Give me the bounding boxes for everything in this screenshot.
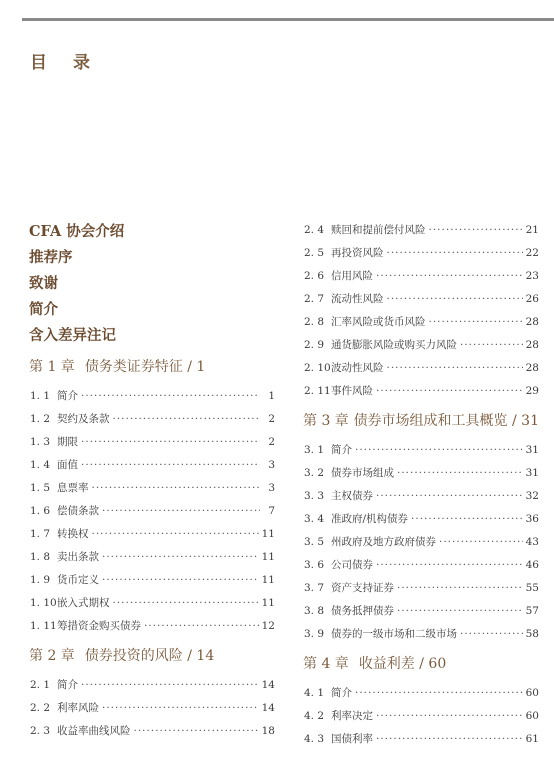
toc-entry[interactable] bbox=[29, 385, 275, 408]
toc-entry[interactable] bbox=[303, 682, 539, 705]
dot-leader bbox=[81, 454, 260, 477]
dot-leader bbox=[460, 334, 523, 357]
dot-leader bbox=[113, 592, 259, 615]
entry-number: 3. 5 bbox=[304, 536, 325, 548]
dot-leader bbox=[387, 288, 523, 311]
chapter-number: 第 2 章 bbox=[29, 648, 75, 664]
entry-page: 58 bbox=[525, 628, 539, 640]
entry-title: 简介 bbox=[331, 687, 352, 699]
entry-number: 3. 4 bbox=[304, 513, 325, 525]
entry-number: 1. 3 bbox=[30, 436, 51, 448]
dot-leader bbox=[102, 569, 259, 592]
entry-title: 债务抵押债券 bbox=[331, 605, 394, 617]
front-matter-item[interactable]: 简介 bbox=[29, 301, 58, 318]
entry-page: 60 bbox=[525, 687, 539, 699]
entry-number: 2. 7 bbox=[304, 293, 325, 305]
dot-leader bbox=[81, 431, 260, 454]
dot-leader bbox=[102, 697, 259, 720]
toc-entry[interactable] bbox=[303, 577, 539, 600]
entry-number: 1. 5 bbox=[30, 482, 51, 494]
toc-entry[interactable] bbox=[29, 454, 275, 477]
entry-number: 2. 10 bbox=[304, 362, 331, 374]
toc-entry[interactable] bbox=[303, 485, 539, 508]
entry-number: 2. 4 bbox=[304, 224, 325, 236]
entry-number: 1. 4 bbox=[30, 459, 51, 471]
entry-title: 卖出条款 bbox=[57, 551, 99, 563]
entry-title: 筹措资金购买债券 bbox=[57, 620, 141, 632]
entry-page: 46 bbox=[525, 559, 539, 571]
toc-entry[interactable] bbox=[303, 600, 539, 623]
entry-title: 债券市场组成 bbox=[331, 467, 394, 479]
entry-page: 31 bbox=[525, 467, 539, 479]
entry-title: 简介 bbox=[57, 679, 78, 691]
entry-number: 4. 1 bbox=[304, 687, 325, 699]
dot-leader bbox=[376, 485, 523, 508]
entry-title: 利率决定 bbox=[331, 710, 373, 722]
dot-leader bbox=[134, 720, 259, 743]
toc-entry[interactable] bbox=[29, 408, 275, 431]
entry-page: 23 bbox=[525, 270, 539, 282]
dot-leader bbox=[81, 385, 260, 408]
toc-entry[interactable] bbox=[303, 705, 539, 728]
entry-number: 3. 2 bbox=[304, 467, 325, 479]
entry-number: 2. 1 bbox=[30, 679, 51, 691]
toc-entry[interactable] bbox=[303, 380, 539, 403]
entry-page: 14 bbox=[261, 679, 275, 691]
toc-entry[interactable] bbox=[303, 242, 539, 265]
entry-title: 偿债条款 bbox=[57, 505, 99, 517]
dot-leader bbox=[144, 615, 259, 638]
entry-page: 2 bbox=[268, 413, 275, 425]
entry-number: 2. 11 bbox=[304, 385, 331, 397]
entry-number: 3. 7 bbox=[304, 582, 325, 594]
entry-title: 契约及条款 bbox=[57, 413, 110, 425]
dot-leader bbox=[355, 439, 523, 462]
entry-page: 26 bbox=[525, 293, 539, 305]
entry-title: 面值 bbox=[57, 459, 78, 471]
entry-title: 债券的一级市场和二级市场 bbox=[331, 628, 457, 640]
entry-page: 14 bbox=[261, 702, 275, 714]
entry-number: 1. 2 bbox=[30, 413, 51, 425]
dot-leader bbox=[113, 408, 261, 431]
entry-title: 简介 bbox=[331, 444, 352, 456]
dot-leader bbox=[92, 477, 261, 500]
entry-page: 60 bbox=[525, 710, 539, 722]
entry-page: 43 bbox=[525, 536, 539, 548]
entry-number: 1. 11 bbox=[30, 620, 57, 632]
entry-title: 货币定义 bbox=[57, 574, 99, 586]
chapter-heading[interactable] bbox=[303, 403, 539, 439]
chapter-number: 第 4 章 bbox=[303, 656, 349, 672]
toc-entry[interactable] bbox=[29, 674, 275, 697]
toc-left-column bbox=[29, 219, 275, 743]
entry-number: 1. 1 bbox=[30, 390, 51, 402]
toc-entry[interactable] bbox=[303, 265, 539, 288]
entry-title: 事件风险 bbox=[331, 385, 373, 397]
entry-number: 2. 8 bbox=[304, 316, 325, 328]
front-matter-item[interactable]: 含入差异注记 bbox=[29, 327, 116, 344]
page-title: 目录 bbox=[30, 53, 116, 73]
entry-title: 嵌入式期权 bbox=[57, 597, 110, 609]
front-matter-list bbox=[29, 219, 275, 349]
dot-leader bbox=[376, 265, 523, 288]
dot-leader bbox=[397, 577, 523, 600]
entry-number: 4. 3 bbox=[304, 733, 325, 745]
entry-page: 29 bbox=[525, 385, 539, 397]
chapter-title: 收益利差 / 60 bbox=[358, 656, 447, 672]
entry-title: 利率风险 bbox=[57, 702, 99, 714]
entry-number: 3. 9 bbox=[304, 628, 325, 640]
entry-title: 通货膨胀风险或购买力风险 bbox=[331, 339, 457, 351]
entry-title: 流动性风险 bbox=[331, 293, 384, 305]
chapter-heading[interactable] bbox=[303, 646, 539, 682]
dot-leader bbox=[376, 554, 523, 577]
dot-leader bbox=[102, 500, 260, 523]
toc-entry[interactable] bbox=[29, 720, 275, 743]
entry-number: 1. 7 bbox=[30, 528, 51, 540]
dot-leader bbox=[81, 674, 259, 697]
toc-entry[interactable] bbox=[29, 546, 275, 569]
toc-entry[interactable] bbox=[303, 462, 539, 485]
toc-entry[interactable] bbox=[303, 334, 539, 357]
dot-leader bbox=[429, 219, 523, 242]
toc-entry[interactable] bbox=[303, 508, 539, 531]
dot-leader bbox=[387, 242, 523, 265]
entry-number: 3. 1 bbox=[304, 444, 325, 456]
entry-title: 主权债券 bbox=[331, 490, 373, 502]
toc-entry[interactable] bbox=[29, 615, 275, 638]
entry-title: 期限 bbox=[57, 436, 78, 448]
chapter-heading[interactable] bbox=[29, 349, 275, 385]
dot-leader bbox=[355, 682, 523, 705]
dot-leader bbox=[376, 705, 523, 728]
chapter-number: 第 3 章 bbox=[303, 413, 349, 429]
entry-page: 55 bbox=[525, 582, 539, 594]
chapter-number: 第 1 章 bbox=[29, 359, 75, 375]
toc-entry[interactable] bbox=[303, 531, 539, 554]
toc-entry[interactable] bbox=[29, 500, 275, 523]
dot-leader bbox=[92, 523, 259, 546]
dot-leader bbox=[397, 600, 523, 623]
entry-number: 2. 2 bbox=[30, 702, 51, 714]
entry-title: 汇率风险或货币风险 bbox=[331, 316, 426, 328]
entry-page: 1 bbox=[268, 390, 275, 402]
entry-number: 2. 3 bbox=[30, 725, 51, 737]
entry-page: 12 bbox=[261, 620, 275, 632]
entry-page: 28 bbox=[525, 362, 539, 374]
toc-entry[interactable] bbox=[29, 592, 275, 615]
toc-entry[interactable] bbox=[303, 311, 539, 334]
entry-number: 3. 3 bbox=[304, 490, 325, 502]
dot-leader bbox=[376, 728, 523, 751]
entry-number: 4. 2 bbox=[304, 710, 325, 722]
entry-page: 7 bbox=[268, 505, 275, 517]
entry-title: 转换权 bbox=[57, 528, 89, 540]
entry-page: 3 bbox=[268, 459, 275, 471]
entry-page: 11 bbox=[261, 551, 275, 563]
toc-entry[interactable] bbox=[303, 439, 539, 462]
entry-page: 11 bbox=[261, 574, 275, 586]
entry-title: 再投资风险 bbox=[331, 247, 384, 259]
entry-title: 准政府/机构债券 bbox=[331, 513, 409, 525]
front-matter-item[interactable]: CFA 协会介绍 bbox=[29, 223, 125, 240]
entry-page: 61 bbox=[525, 733, 539, 745]
entry-title: 州政府及地方政府债券 bbox=[331, 536, 436, 548]
dot-leader bbox=[429, 311, 523, 334]
entry-number: 1. 6 bbox=[30, 505, 51, 517]
chapter-heading[interactable] bbox=[29, 638, 275, 674]
dot-leader bbox=[460, 623, 523, 646]
entry-page: 28 bbox=[525, 339, 539, 351]
entry-page: 31 bbox=[525, 444, 539, 456]
entry-title: 资产支持证券 bbox=[331, 582, 394, 594]
dot-leader bbox=[102, 546, 259, 569]
entry-page: 2 bbox=[268, 436, 275, 448]
dot-leader bbox=[387, 357, 523, 380]
toc-entry[interactable] bbox=[29, 697, 275, 720]
entry-number: 1. 8 bbox=[30, 551, 51, 563]
continued-entries bbox=[303, 219, 539, 403]
entry-title: 波动性风险 bbox=[331, 362, 384, 374]
left-chapters bbox=[29, 349, 275, 743]
chapter-title: 债券投资的风险 / 14 bbox=[84, 648, 215, 664]
entry-page: 3 bbox=[268, 482, 275, 494]
entry-page: 57 bbox=[525, 605, 539, 617]
entry-page: 11 bbox=[261, 528, 275, 540]
dot-leader bbox=[376, 380, 523, 403]
entry-number: 2. 6 bbox=[304, 270, 325, 282]
entry-page: 32 bbox=[525, 490, 539, 502]
entry-title: 收益率曲线风险 bbox=[57, 725, 131, 737]
entry-title: 息票率 bbox=[57, 482, 89, 494]
entry-title: 国债利率 bbox=[331, 733, 373, 745]
dot-leader bbox=[397, 462, 523, 485]
toc-entry[interactable] bbox=[303, 623, 539, 646]
entry-number: 3. 8 bbox=[304, 605, 325, 617]
toc-entry[interactable] bbox=[303, 357, 539, 380]
entry-title: 简介 bbox=[57, 390, 78, 402]
entry-number: 3. 6 bbox=[304, 559, 325, 571]
entry-number: 1. 10 bbox=[30, 597, 57, 609]
toc-right-column bbox=[303, 219, 539, 751]
toc-entry[interactable] bbox=[303, 728, 539, 751]
toc-entry[interactable] bbox=[29, 431, 275, 454]
front-matter-item[interactable]: 推荐序 bbox=[29, 249, 73, 266]
entry-page: 21 bbox=[525, 224, 539, 236]
entry-page: 18 bbox=[261, 725, 275, 737]
entry-number: 2. 9 bbox=[304, 339, 325, 351]
entry-page: 36 bbox=[525, 513, 539, 525]
entry-page: 22 bbox=[525, 247, 539, 259]
dot-leader bbox=[439, 531, 523, 554]
entry-page: 28 bbox=[525, 316, 539, 328]
toc-entry[interactable] bbox=[29, 569, 275, 592]
toc-entry[interactable] bbox=[29, 477, 275, 500]
entry-title: 赎回和提前偿付风险 bbox=[331, 224, 426, 236]
toc-entry[interactable] bbox=[303, 288, 539, 311]
entry-title: 公司债券 bbox=[331, 559, 373, 571]
toc-entry[interactable] bbox=[29, 523, 275, 546]
chapter-title: 债务类证券特征 / 1 bbox=[84, 359, 206, 375]
toc-entry[interactable] bbox=[303, 219, 539, 242]
right-chapters bbox=[303, 403, 539, 751]
top-rule bbox=[22, 18, 554, 21]
entry-page: 11 bbox=[261, 597, 275, 609]
chapter-title: 债券市场组成和工具概览 / 31 bbox=[353, 413, 539, 429]
toc-entry[interactable] bbox=[303, 554, 539, 577]
front-matter-item[interactable]: 致谢 bbox=[29, 275, 58, 292]
entry-number: 2. 5 bbox=[304, 247, 325, 259]
dot-leader bbox=[411, 508, 523, 531]
entry-title: 信用风险 bbox=[331, 270, 373, 282]
entry-number: 1. 9 bbox=[30, 574, 51, 586]
